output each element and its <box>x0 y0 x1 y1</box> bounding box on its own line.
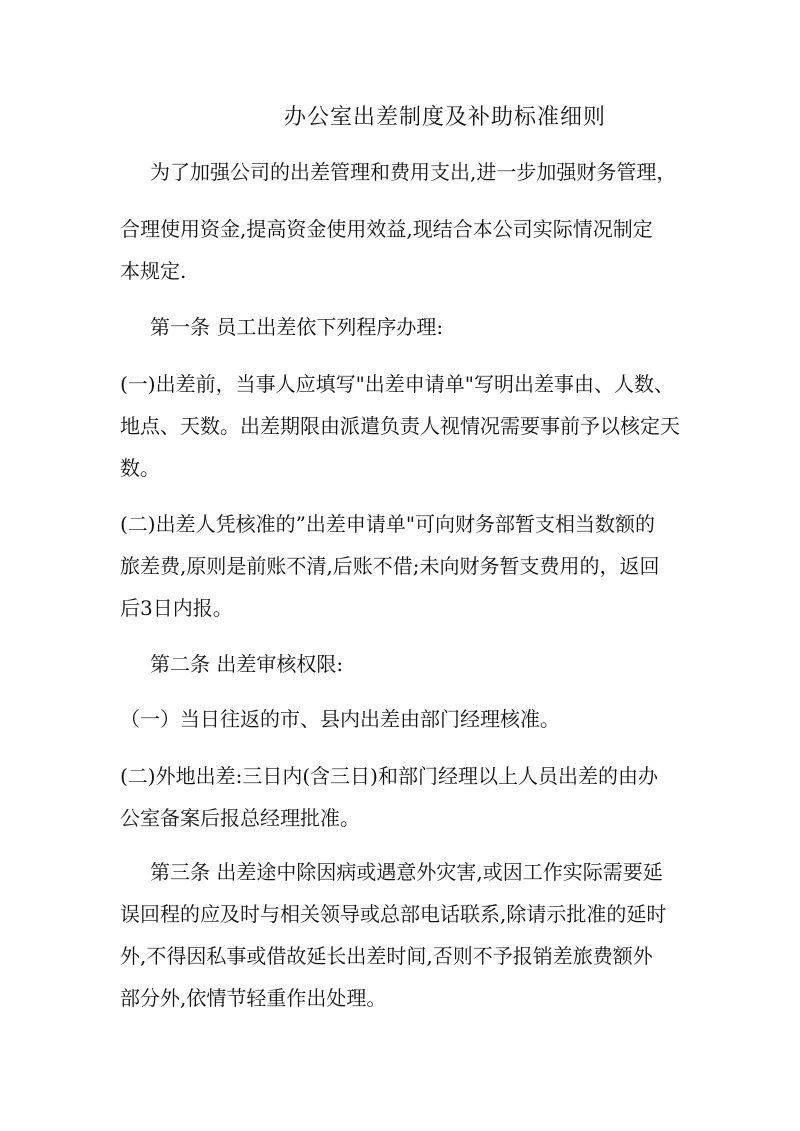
paragraph-line: 旅差费,原则是前账不清,后账不借;未向财务暂支费用的，返回 <box>120 554 660 578</box>
article-heading: 第三条 出差途中除因病或遇意外灾害,或因工作实际需要延 <box>150 860 663 884</box>
paragraph-line: 部分外,依情节轻重作出处理。 <box>120 986 387 1010</box>
paragraph-line: (二)外地出差:三日内(含三日)和部门经理以上人员出差的由办 <box>120 764 658 788</box>
paragraph-line: (一)出差前，当事人应填写"出差申请单"写明出差事由、人数、 <box>120 372 675 396</box>
paragraph-line: 地点、天数。出差期限由派遣负责人视情况需要事前予以核定天 <box>120 414 680 438</box>
paragraph-line: 本规定. <box>120 259 187 283</box>
article-heading: 第二条 出差审核权限: <box>150 652 344 676</box>
paragraph-line: 公室备案后报总经理批准。 <box>120 806 360 830</box>
document-title: 办公室出差制度及补助标准细则 <box>283 105 606 130</box>
paragraph-line: 外,不得因私事或借故延长出差时间,否则不予报销差旅费额外 <box>120 944 653 968</box>
paragraph-line: 合理使用资金,提高资金使用效益,现结合本公司实际情况制定 <box>120 217 653 241</box>
paragraph-line: 为了加强公司的出差管理和费用支出,进一步加强财务管理， <box>150 160 677 184</box>
paragraph-line: （一）当日往返的市、县内出差由部门经理核准。 <box>120 707 560 731</box>
paragraph-line: 数。 <box>120 456 160 480</box>
article-heading: 第一条 员工出差依下列程序办理: <box>150 315 444 339</box>
paragraph-line: 后3日内报。 <box>120 596 233 620</box>
paragraph-line: (二)出差人凭核准的”出差申请单"可向财务部暂支相当数额的 <box>120 512 656 536</box>
paragraph-line: 误回程的应及时与相关领导或总部电话联系,除请示批准的延时 <box>120 902 667 926</box>
